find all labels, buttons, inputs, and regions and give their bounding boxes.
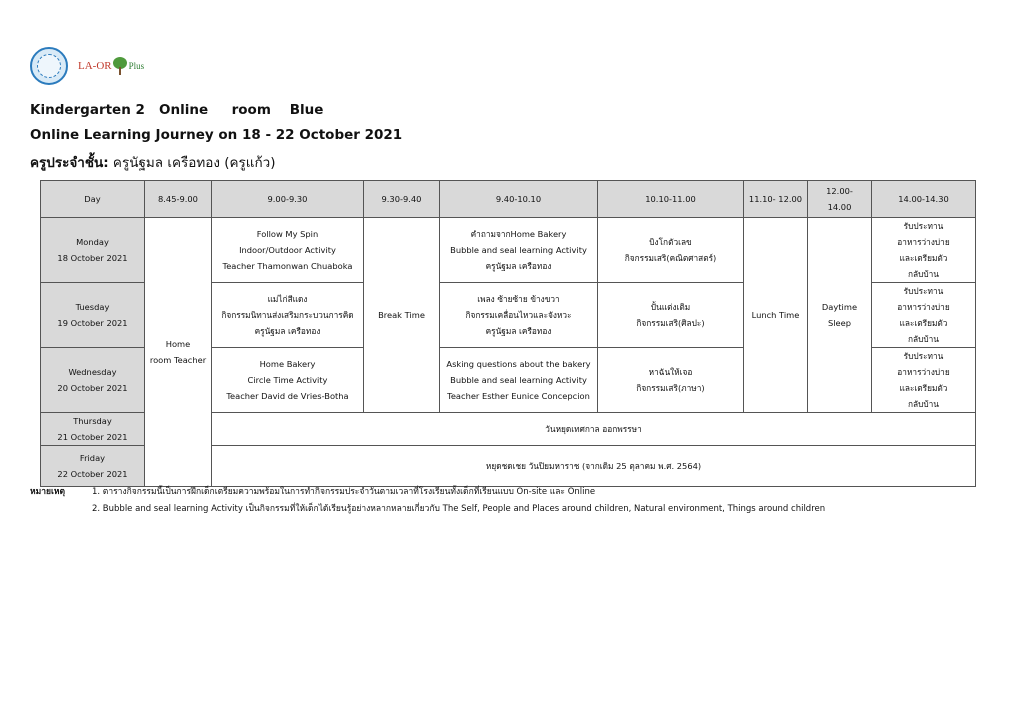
notes-label: หมายเหตุ [30, 486, 65, 497]
holiday-cell: หยุดชดเชย วันปิยมหาราช (จากเดิม 25 ตุลาคม พ.ศ. 2564) [212, 446, 976, 487]
homeroom-teacher-line: ครูประจำชั้น: ครูนัฐมล เครือทอง (ครูแก้ว) [30, 155, 276, 171]
activity-cell: Follow My Spin Indoor/Outdoor Activity Teacher Thamonwan Chuaboka [212, 218, 364, 283]
header-cell: Day [41, 181, 145, 218]
schedule-table [40, 180, 976, 487]
note-item: 2. Bubble and seal learning Activity เป็นกิจกรรมที่ให้เด็กได้เรียนรู้อย่างหลากหลายเกี่ยวกับ The Self, People and Places around children, Natural environment, Things around children [92, 503, 826, 514]
header-cell: 12.00- 14.00 [808, 181, 872, 218]
day-cell: Wednesday 20 October 2021 [41, 348, 145, 413]
daytime-sleep-cell: Daytime Sleep [808, 218, 872, 413]
header-cell: 8.45-9.00 [145, 181, 212, 218]
activity-cell: คำถามจากHome Bakery Bubble and seal learning Activity ครูนัฐมล เครือทอง [440, 218, 598, 283]
journey-title: Online Learning Journey on 18 - 22 October 2021 [30, 127, 403, 143]
pickup-cell: รับประทาน อาหารว่างบ่าย และเตรียมตัว กลับบ้าน [872, 283, 976, 348]
pickup-cell: รับประทาน อาหารว่างบ่าย และเตรียมตัว กลับบ้าน [872, 348, 976, 413]
day-cell: Thursday 21 October 2021 [41, 413, 145, 446]
break-time-cell: Break Time [364, 218, 440, 413]
header-cell: 9.00-9.30 [212, 181, 364, 218]
header-cell: 9.30-9.40 [364, 181, 440, 218]
activity-cell: แม่ไก่สีแดง กิจกรรมนิทานส่งเสริมกระบวนการคิด ครูนัฐมล เครือทอง [212, 283, 364, 348]
day-cell: Tuesday 19 October 2021 [41, 283, 145, 348]
table-row [41, 218, 976, 283]
la-or-plus-logo: LA-OR Plus [78, 57, 144, 75]
lunch-time-cell: Lunch Time [744, 218, 808, 413]
notes-section [30, 482, 825, 516]
activity-cell: Asking questions about the bakery Bubble and seal learning Activity Teacher Esther Eunice Concepcion [440, 348, 598, 413]
class-title: Kindergarten 2 Online room Blue [30, 102, 324, 118]
header-cell: 11.10- 12.00 [744, 181, 808, 218]
header-cell: 14.00-14.30 [872, 181, 976, 218]
school-seal-logo [30, 47, 68, 85]
header-cell: 10.10-11.00 [598, 181, 744, 218]
pickup-cell: รับประทาน อาหารว่างบ่าย และเตรียมตัว กลับบ้าน [872, 218, 976, 283]
activity-cell: Home Bakery Circle Time Activity Teacher David de Vries-Botha [212, 348, 364, 413]
activity-cell: ปั้นแต่งเติม กิจกรรมเสริ(ศิลปะ) [598, 283, 744, 348]
tree-icon [113, 57, 127, 75]
note-item: หมายเหตุ 1. ตารางกิจกรรมนี้เป็นการฝึกเด็กเตรียมความพร้อมในการทำกิจกรรมประจำวันตามเวลาที่โรงเรียนทั้งเด็กที่เรียนแบบ On-site และ Online [30, 482, 825, 499]
homeroom-cell: Home room Teacher [145, 218, 212, 487]
header-cell: 9.40-10.10 [440, 181, 598, 218]
logos [30, 46, 144, 86]
activity-cell: หาฉันให้เจอ กิจกรรมเสริ(ภาษา) [598, 348, 744, 413]
header-row [41, 181, 976, 218]
activity-cell: บิงโกตัวเลข กิจกรรมเสริ(คณิตศาสตร์) [598, 218, 744, 283]
holiday-cell: วันหยุดเทศกาล ออกพรรษา [212, 413, 976, 446]
day-cell: Friday 22 October 2021 [41, 446, 145, 487]
day-cell: Monday 18 October 2021 [41, 218, 145, 283]
activity-cell: เพลง ซ้ายซ้าย ข้างขวา กิจกรรมเคลื่อนไหวและจังหวะ ครูนัฐมล เครือทอง [440, 283, 598, 348]
